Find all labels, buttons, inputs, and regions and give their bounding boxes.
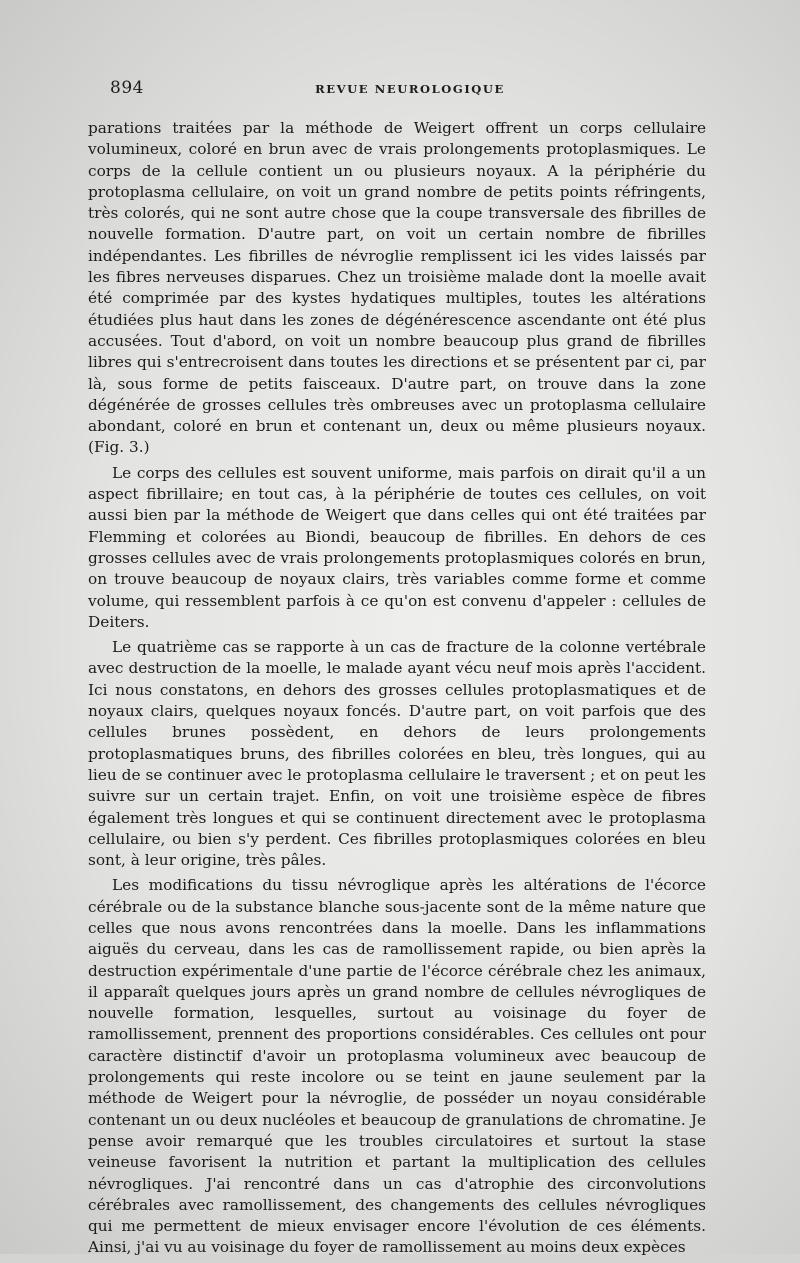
- page-header: [110, 78, 710, 102]
- paragraph: Le corps des cellules est souvent uniforme, mais parfois on dirait qu'il a un aspect fibrillaire; en tout cas, à la périphérie de toutes ces cellules, on voit aussi bien par la méthode de Weigert que dans celles qui ont été traitées par Flemming et colorées au Biondi, beaucoup de fibrilles. En dehors de ces grosses cellules avec de vrais prolongements protoplasmiques colorés en brun, on trouve beaucoup de noyaux clairs, très variables comme forme et comme volume, qui ressemblent parfois à ce qu'on est convenu d'appeler : cellules de Deiters.: [88, 463, 706, 631]
- paragraph: Les modifications du tissu névroglique après les altérations de l'écorce cérébrale ou de la substance blanche sous-jacente sont de la même nature que celles que nous avons rencontrées dans la moelle. Dans les inflammations aiguës du cerveau, dans les cas de ramollissement rapide, ou bien après la destruction expérimentale d'une partie de l'écorce cérébrale chez les animaux, il apparaît quelques jours après un grand nombre de cellules névrogliques de nouvelle formation, lesquelles, surtout au voisinage du foyer de ramollissement, prennent des proportions considérables. Ces cellules ont pour caractère distinctif d'avoir un protoplasma volumineux avec beaucoup de prolongements qui reste incolore ou se teint en jaune seulement par la méthode de Weigert pour la névroglie, de posséder un noyau considérable contenant un ou deux nucléoles et beaucoup de granulations de chromatine. Je pense avoir remarqué que les troubles circulatoires et surtout la stase veineuse favorisent la nutrition et partant la multiplication des cellules névrogliques. J'ai rencontré dans un cas d'atrophie des circonvolutions cérébrales avec ramollissement, des changements des cellules névrogliques qui me permettent de mieux envisager encore l'évolution de ces éléments. Ainsi, j'ai vu au voisinage du foyer de ramollissement au moins deux expèces: [88, 876, 706, 1257]
- running-title: REVUE NEUROLOGIQUE: [315, 82, 505, 96]
- page-number: 894: [110, 78, 144, 98]
- paragraph: parations traitées par la méthode de Weigert offrent un corps cellulaire volumineux, coloré en brun avec de vrais prolongements protoplasmiques. Le corps de la cellule contient un ou plusieurs noyaux. A la périphérie du protoplasma cellulaire, on voit un grand nombre de petits points réfringents, très colorés, qui ne sont autre chose que la coupe transversale des fibrilles de nouvelle formation. D'autre part, on voit un certain nombre de fibrilles indépendantes. Les fibrilles de névroglie remplissent ici les vides laissés par les fibres nerveuses disparues. Chez un troisième malade dont la moelle avait été comprimée par des kystes hydatiques multiples, toutes les altérations étudiées plus haut dans les zones de dégénérescence ascendante ont été plus accusées. Tout d'abord, on voit un nombre beaucoup plus grand de fibrilles libres qui s'entrecroisent dans toutes les directions et se présentent par ci, par là, sous forme de petits faisceaux. D'autre part, on trouve dans la zone dégénérée de grosses cellules très ombreuses avec un protoplasma cellulaire abondant, coloré en brun et contenant un, deux ou même plusieurs noyaux. (Fig. 3.): [88, 119, 706, 457]
- body-text: [88, 118, 706, 1263]
- paragraph: Le quatrième cas se rapporte à un cas de fracture de la colonne vertébrale avec destruction de la moelle, le malade ayant vécu neuf mois après l'accident. Ici nous constatons, en dehors des grosses cellules protoplasmatiques et de noyaux clairs, quelques noyaux foncés. D'autre part, on voit parfois que des cellules brunes possèdent, en dehors de leurs prolongements protoplasmatiques bruns, des fibrilles colorées en bleu, très longues, qui au lieu de se continuer avec le protoplasma cellulaire le traversent ; et on peut les suivre sur un certain trajet. Enfin, on voit une troisième espèce de fibres également très longues et qui se continuent directement avec le protoplasma cellulaire, ou bien s'y perdent. Ces fibrilles protoplasmiques colorées en bleu sont, à leur origine, très pâles.: [88, 638, 706, 870]
